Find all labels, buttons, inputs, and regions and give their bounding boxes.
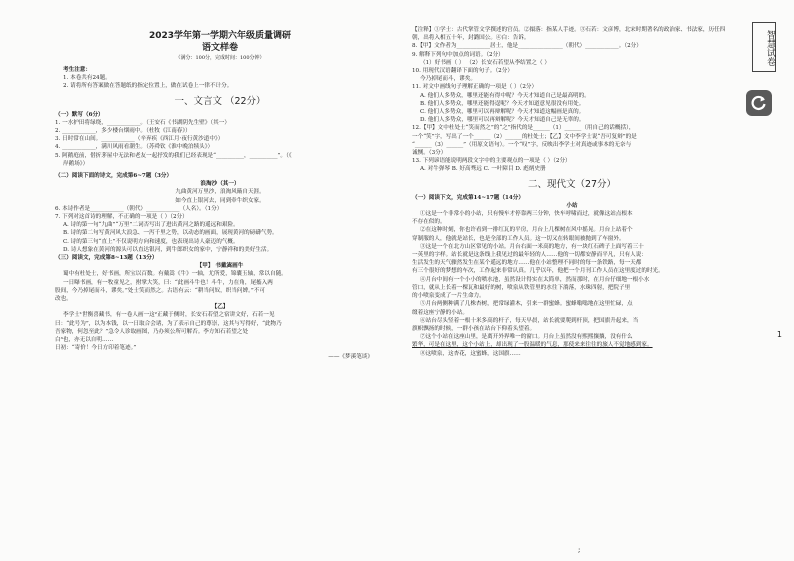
part-heading: （二）阅读下面的诗文，完成第6~7题（3分） <box>55 173 173 180</box>
section-heading: 二、现代文（27分） <box>527 178 617 190</box>
question-item: （1）好书画（ ） （2）长安石若望从李结置之（ ） <box>420 59 550 66</box>
poem-line: 如今直上银河去，同到牵牛织女家。 <box>175 197 265 204</box>
poem-title: 浪淘沙（其一） <box>200 181 240 188</box>
option: B. 他们人多势众，哪里还能得逞呢？今天才知道意见很没有用处。 <box>420 100 585 107</box>
annotation-note: 【注释】①学士：古代掌管文学撰述的官员。②搨落：指某人手迹。③石若：文彦博，北宋时期著名的政治家、书法家，历任四朝，出将入相五十年，封潞国公。④白：告诉。 <box>412 27 726 42</box>
notice-item: 1. 本卷共有24题。 <box>63 75 111 82</box>
story-paragraph: ③这是一个在北方山区常见的小站。月台右面一米高的地方，有一块红石碑子上面写着三十 <box>420 243 644 250</box>
question-continued: 岸鹅场》） <box>63 160 89 167</box>
part-heading: （一）默写（6分） <box>55 111 104 118</box>
passage-line: 吾家物，何忽至此？”急令人诊取画图，乃办须公所可解否。李方知石若望之处 <box>55 328 249 335</box>
right-column <box>412 0 732 358</box>
option: D. 诗人想象在黄河的源头可以直达银河，到牛郎织女的家中，宁静祥和的美好生活。 <box>63 246 273 253</box>
question: 7. 下列对这首诗的理解，不正确的一项是（ ）（2分） <box>55 214 188 221</box>
question: 8.【甲】文作者为____________居士，他是________________（朝代）____________。（2分） <box>412 43 642 50</box>
passage-line: 日初：“寄价！今日方印着笔迹。” <box>55 345 137 352</box>
passage-line: 白³也，亦无以自明…… <box>55 337 114 344</box>
story-paragraph: ⑥站台尽头竖着一根十米多高的杆子，每天早晨，站长就要爬到杆顶，把国旗升起来，当 <box>420 317 639 324</box>
story-paragraph: ②在这种时刻，你也许看到一排红瓦的平房，月台上几棵树在风中摇晃。月台上站着个 <box>420 227 633 234</box>
passage-line: 股间，今乃掉尾而斗，谬矣。”处士笑而然之。古语有云：“耕当问奴，织当问婢。”不可 <box>55 287 265 294</box>
exam-title: 2023学年第一学期六年级质量调研 <box>148 31 292 41</box>
question: 5. 阿鹅庭前，借折茅屋中无法和老友一起抒发的我们已经表现是“__________，__________”。（《 <box>55 152 292 159</box>
page-mark: ; <box>578 546 581 554</box>
notice-heading: 考生注意： <box>63 67 91 73</box>
question: 10. 用现代汉语翻译下面的句子。（2分） <box>412 68 513 75</box>
question: 2. ____________，多少楼台烟雨中。（杜牧《江南春》） <box>55 128 191 135</box>
watermark-label: 智慧试卷 <box>752 22 776 72</box>
question-continued: 一个“笑”字，写出了一个______（2）______的杜处士；【乙】文中李学士说“吾可复辩”的是 <box>412 133 637 140</box>
question: 13. 下列谚语能说明两段文字中的主要观点的一项是（ ）（2分） <box>412 158 571 165</box>
question: 6. 本诗作者是____________（朝代）____________（人名）。（1分） <box>55 205 223 212</box>
page-number: 1 <box>776 330 782 339</box>
passage-line: 李学士¹世衡喜藏书，有一卷人画一这²正藏于侧时，长安石若望之宿讲文好，石若一见 <box>63 312 275 319</box>
option: C. 他们人多势众，哪里可以再辩解呢？今天才知道这幅画是真的。 <box>420 109 585 116</box>
story-paragraph: 一英里的字样。站长就是这条线上我见过的最年轻的人……他的一切都安静而平凡，只有人说： <box>412 252 647 259</box>
question: 11. 对文中画线句子理解正确的一项是（ ）（2分） <box>412 84 538 91</box>
story-paragraph: 不存在似的。 <box>412 219 446 226</box>
question: 9. 解释下列句中加点的词语。（2分） <box>412 51 504 58</box>
passage-heading: 【甲】 书戴嵩画牛 <box>196 263 244 270</box>
story-paragraph: 繁华，可是在这里，这个小站上，却出现了一股温暖的气息，那使来来往往的旅人不觉地感到家。 <box>412 342 653 349</box>
section-heading: 一、文言文 （22分） <box>174 95 266 107</box>
passage-heading: 【乙】 <box>211 304 229 311</box>
story-paragraph: ④月台中间有一个小小的喷水池，虽然设计得实在太简单，然而那时，在月台仔细地一根小水 <box>420 276 650 283</box>
refresh-button[interactable] <box>746 90 772 116</box>
question: 4. ____________，满川风雨看潮生。（苏舜钦《淮中晚泊犊头》） <box>55 144 214 151</box>
part-heading: （三）阅读文，完成第8~13题（13分） <box>55 255 158 262</box>
option: B. 诗的第二句写黄河风大浪急、一泻千里之势，以动态的画面，展现黄河的磅礴气势。 <box>63 230 278 237</box>
option: A. 诗的第一句“九曲”“万里”二词否写出了进出黄河之路的遥远和艰险。 <box>63 222 239 229</box>
refresh-icon <box>749 93 769 113</box>
story-paragraph: 有三个很好的梦想的车次，工作起来非常认真。几乎以年，他把一个月刊工作人员在这里度过的时光。 <box>412 268 664 275</box>
question-item: 今乃掉尾而斗，谬矣。 <box>420 76 476 83</box>
question-continued: 诚恻。（3分） <box>412 150 447 157</box>
option: D. 他们人多势众，哪里可以再辩解呢？今天才知道自己是无辜的。 <box>420 117 585 124</box>
passage-source: ——《梦溪笔谈》 <box>328 353 373 360</box>
option-row: A. 对牛弹琴 B. 好高骛远 C. 一叶障目 D. 彪炳史册 <box>420 166 546 173</box>
passage-line: 蜀中有杜处士，好书画，所宝以百数。有戴嵩《牛》一轴，尤所爱，锦囊玉轴，常以自随。 <box>63 271 287 278</box>
passage-line: 一日曝书画，有一牧童见之，拊掌大笑，曰：“此画斗牛也！斗牛，力在角，尾搐入两 <box>63 279 273 286</box>
option: A. 他们人多势众，哪里还能有得中呢？今天才知道自己是最高明的。 <box>420 92 590 99</box>
story-paragraph: 穿制服的人，他就是站长，也是全部的工作人员。这一切又在转眼间被抛到了车窗外。 <box>412 235 625 242</box>
question: 1. 一水护田将绿绕，____________。（王安石《书湖阴先生壁》（其一） <box>55 119 230 126</box>
question-continued: “______（3）______”（用原文语句）。一个“叹”字，反映出李学士对真迹或事本的无奈与 <box>412 141 632 148</box>
question: 3. 日时常在山间。____________（辛弃疾《西江月·夜行黄沙道中》） <box>55 136 224 143</box>
score-line: （满分：100分，完成时间：100分钟） <box>175 55 265 61</box>
story-paragraph: ①这是一个非常小的小站，只有慢车才停靠两三分钟，快车呼啸而过，就像这站点根本 <box>420 211 633 218</box>
story-paragraph: ⑤月台两侧种满了几株杏树，把常绿灌木，引来一群蜜蜂。蜜蜂嗡嗡地在这里忙碌，点 <box>420 301 633 308</box>
passage-line: 曰：“此号为”，以为本钱，以一日取合会诸，为了表示自己的尊崇，这其与写得好，“此物乃 <box>55 320 282 327</box>
story-paragraph: ⑧这喷泉，这杏花，这蜜蜂，这国旗…… <box>420 350 521 357</box>
story-paragraph: 生活发生的天气骤然发生在某个遥远的地方……他在小站整理不同时的每一条铁路，每一天都 <box>412 260 642 267</box>
story-paragraph: 缀着这座宁静的小站。 <box>412 309 468 316</box>
poem-line: 九曲黄河万里沙，浪淘风簸自天涯。 <box>175 189 265 196</box>
story-paragraph: 管口，就从上长着一棵瓦和最好的树，喷泉从铁管里的水往下淌落，水珠四射，把院子里 <box>412 284 631 291</box>
part-heading: （一）阅读下文，完成第14~17题（14分） <box>412 194 524 201</box>
notice-item: 2. 请将所有答案做在答题纸的指定位置上，做在试卷上一律不计分。 <box>63 83 233 90</box>
story-paragraph: 旗帜飘扬的时候，一群小孩在站台下仰着头望着。 <box>412 325 536 332</box>
story-title: 小站 <box>566 202 578 209</box>
passage-line: 改也。 <box>55 296 72 303</box>
question: 12.【甲】文中杜处士“笑而然之”的“之”指代的是______（1）______（用自己的话概括）， <box>412 125 635 132</box>
story-paragraph: 的小喷泉变成了一片生命力。 <box>412 293 485 300</box>
left-column <box>55 0 385 361</box>
story-paragraph: ⑦这个小站在这座山里，是离开外界唯一的窗口。月台上虽然没有熙熙攘攘，没有什么 <box>420 334 633 341</box>
exam-subtitle: 语文样卷 <box>201 43 238 53</box>
option: C. 诗的第三句“直上”不仅说明方向和速度，也表现出诗人豪迈的气概。 <box>63 238 239 245</box>
